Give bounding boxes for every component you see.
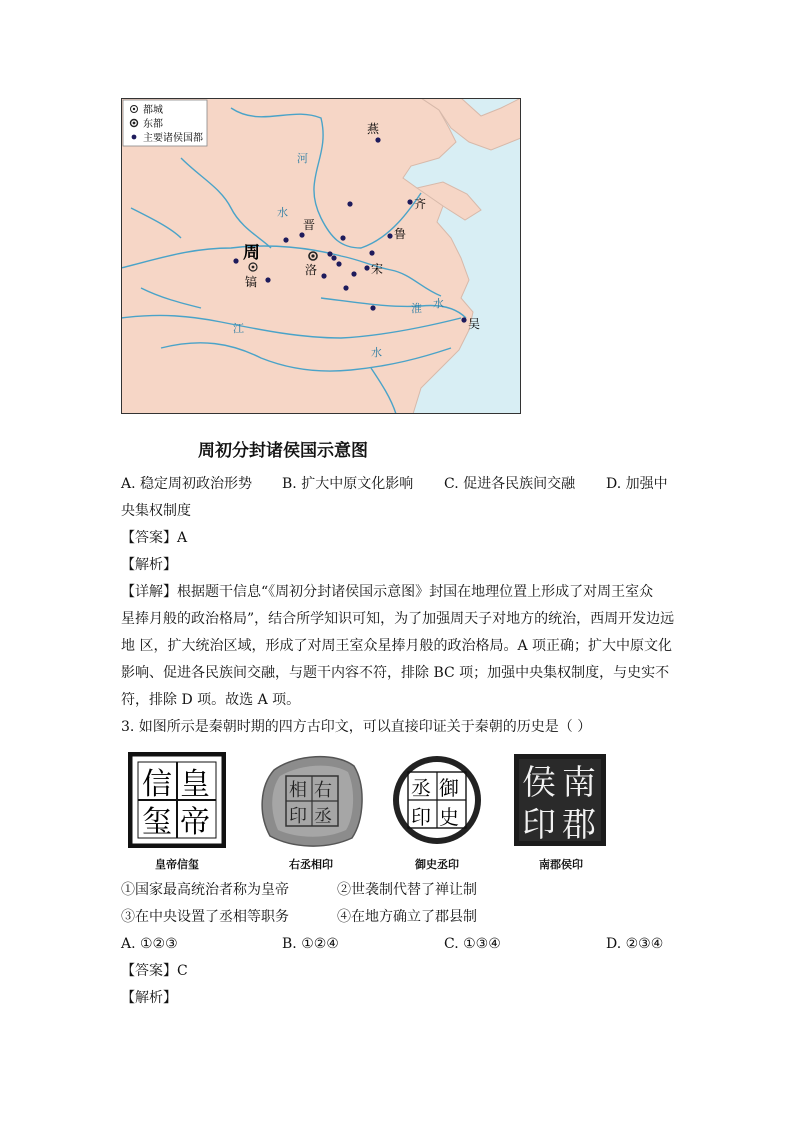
map-svg <box>121 98 521 414</box>
label-hao: 镐 <box>245 275 258 289</box>
seal-1-char-3: 玺 <box>142 805 172 840</box>
map-figure <box>121 98 521 414</box>
seal-image-4 <box>512 752 608 848</box>
q2-option-a: A. 稳定周初政治形势 <box>121 476 253 492</box>
seal-2-char-1: 丞 <box>314 806 332 827</box>
seal-2-char-3: 印 <box>289 806 307 827</box>
seal-caption-3: 御史丞印 <box>415 858 459 871</box>
label-qi: 齐 <box>414 197 427 211</box>
seal-2-char-0: 右 <box>314 780 332 801</box>
label-wu: 吴 <box>468 317 481 331</box>
legend-label-1: 东都 <box>143 119 163 130</box>
seal-caption-4: 南郡侯印 <box>539 858 583 871</box>
label-lu: 鲁 <box>394 227 407 241</box>
seal-2-char-2: 相 <box>289 780 307 801</box>
q3-statement-2: ②世袭制代替了禅让制 <box>337 882 477 898</box>
q3-option-a: A. ①②③ <box>121 936 178 952</box>
seal-image-2 <box>256 750 366 850</box>
map-caption: 周初分封诸侯国示意图 <box>198 441 368 461</box>
q3-statement-1: ①国家最高统治者称为皇帝 <box>121 882 289 898</box>
seal-caption-1: 皇帝信玺 <box>155 858 199 871</box>
river-label-shui-3: 水 <box>371 346 382 359</box>
seal-1-char-1: 帝 <box>180 805 210 840</box>
q3-stem: 3. 如图所示是秦朝时期的四方古印文，可以直接印证关于秦朝的历史是（ ） <box>121 719 592 735</box>
seal-4-char-0: 南 <box>562 763 596 803</box>
river-label-shui: 水 <box>277 206 288 219</box>
seal-3-char-1: 史 <box>439 805 459 829</box>
label-yan: 燕 <box>367 122 380 136</box>
seal-image-3 <box>388 752 486 848</box>
q3-option-b: B. ①②④ <box>282 936 339 952</box>
label-song: 宋 <box>371 262 384 276</box>
q2-detail-line-4: 符，排除 D 项。故选 A 项。 <box>121 692 301 708</box>
river-label-huai: 淮 <box>411 302 422 315</box>
q2-option-d-continued: 央集权制度 <box>121 503 191 519</box>
seal-4-char-2: 侯 <box>522 763 556 803</box>
q3-option-d: D. ②③④ <box>606 936 664 952</box>
label-zhou: 周 <box>243 243 260 263</box>
legend-label-2: 主要诸侯国都 <box>143 133 203 144</box>
seal-3-char-2: 丞 <box>411 776 431 800</box>
seal-image-1 <box>128 752 226 848</box>
q2-detail-line-0: 【详解】根据题干信息“《周初分封诸侯国示意图》封国在地理位置上形成了对周王室众 <box>121 584 654 600</box>
river-label-he: 河 <box>297 152 308 165</box>
q2-detail-line-3: 影响、促进各民族间交融，与题干内容不符，排除 BC 项；加强中央集权制度，与史实不 <box>121 665 670 681</box>
q2-option-c: C. 促进各民族间交融 <box>444 476 576 492</box>
label-jin: 晋 <box>303 218 316 232</box>
q2-answer: 【答案】A <box>121 530 188 546</box>
q3-statement-4: ④在地方确立了郡县制 <box>337 909 477 925</box>
q2-detail-line-1: 星捧月般的政治格局”，结合所学知识可知，为了加强周天子对地方的统治，西周开发边远 <box>121 611 675 627</box>
vassal-capital-symbol <box>132 135 137 140</box>
seal-4-char-3: 印 <box>522 805 556 845</box>
legend-label-0: 都城 <box>143 105 163 116</box>
q2-analysis-label: 【解析】 <box>121 557 177 573</box>
q3-answer: 【答案】C <box>121 963 188 979</box>
q2-option-d: D. 加强中 <box>606 476 668 492</box>
q3-statement-3: ③在中央设置了丞相等职务 <box>121 909 289 925</box>
river-label-jiang: 江 <box>233 322 244 335</box>
seal-3-char-3: 印 <box>411 805 431 829</box>
q2-detail-line-2: 地 区，扩大统治区域，形成了对周王室众星捧月般的政治格局。A 项正确；扩大中原文化 <box>121 638 673 654</box>
seal-1-char-0: 皇 <box>180 767 210 802</box>
label-luo: 洛 <box>305 263 318 277</box>
seal-4-char-1: 郡 <box>562 805 596 845</box>
river-label-shui-2: 水 <box>433 297 444 310</box>
q3-analysis-label: 【解析】 <box>121 990 177 1006</box>
q3-option-c: C. ①③④ <box>444 936 501 952</box>
q2-option-b: B. 扩大中原文化影响 <box>282 476 414 492</box>
seal-3-char-0: 御 <box>439 776 459 800</box>
seal-caption-2: 右丞相印 <box>289 858 333 871</box>
seal-1-char-2: 信 <box>142 767 172 802</box>
